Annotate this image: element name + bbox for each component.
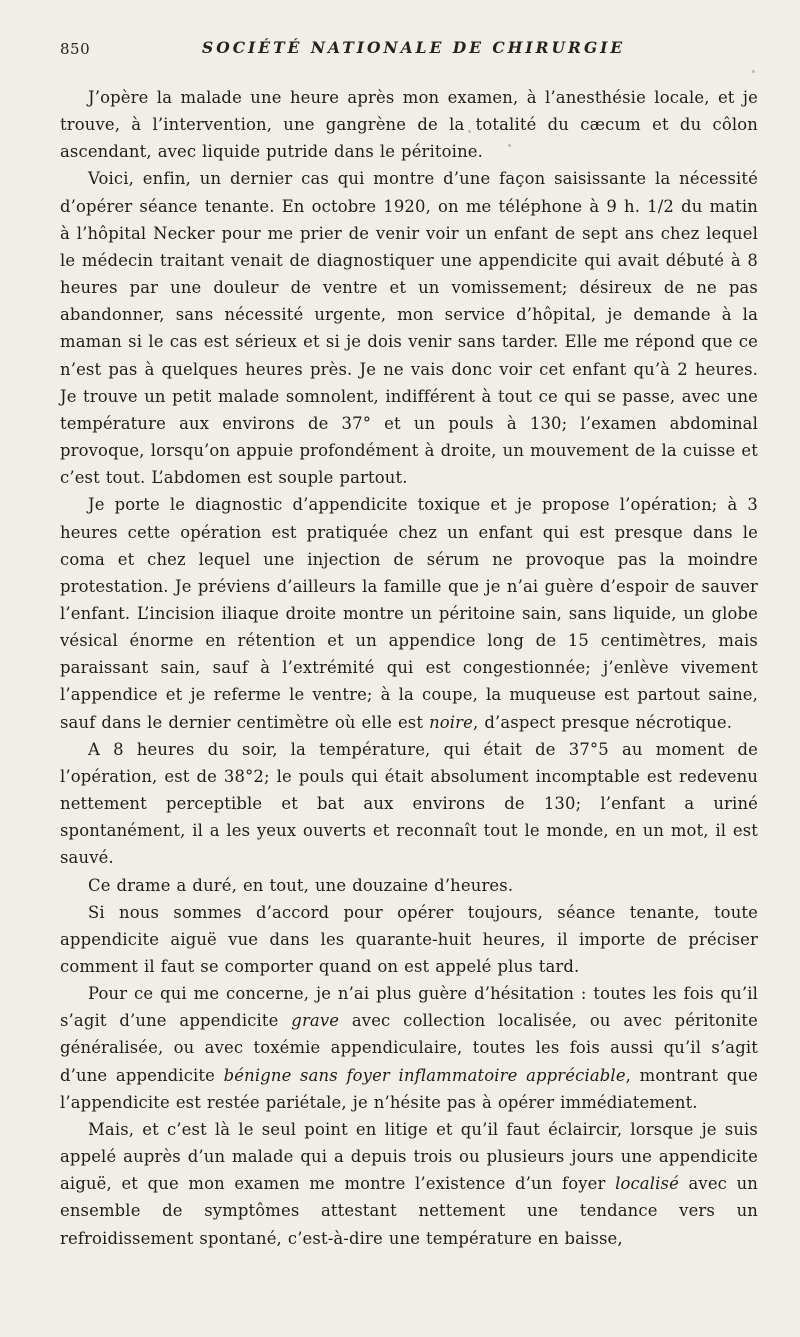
paragraph <box>60 736 758 872</box>
italic-text: localisé <box>615 1174 679 1194</box>
running-title: SOCIÉTÉ NATIONALE DE CHIRURGIE <box>202 38 626 57</box>
paragraph <box>60 980 758 1116</box>
text-run: Voici, enfin, un dernier cas qui montre d’une façon saisissante la nécessité d’opérer séance tenante. En octobre 1920, on me téléphone à 9 h. 1/2 du matin à l’hôpital Necker pour me prier de venir voir un enfant de sept ans chez lequel le médecin traitant venait de diagnostiquer une appendicite qui avait débuté à 8 heures par une douleur de ventre et un vomissement; désireux de ne pas abandonner, sans nécessité urgente, mon service d’hôpital, je demande à la maman si le cas est sérieux et si je dois venir sans tarder. Elle me répond que ce n’est pas à quelques heures près. Je ne vais donc voir cet enfant qu’à 2 heures. Je trouve un petit malade somnolent, indifférent à tout ce qui se passe, avec une température aux environs de 37° et un pouls à 130; l’examen abdominal provoque, lorsqu’on appuie profondément à droite, un mouvement de la cuisse et c’est tout. L’abdomen est souple partout. <box>60 169 758 488</box>
text-run: A 8 heures du soir, la température, qui était de 37°5 au moment de l’opération, est de 38°2; le pouls qui était absolument incomptable est redevenu nettement perceptible et bat aux environs de 130; l’enfant a uriné spontanément, il a les yeux ouverts et reconnaît tout le monde, en un mot, il est sauvé. <box>60 739 758 868</box>
paper-speck <box>508 144 511 147</box>
italic-text: bénigne sans foyer inflammatoire appréciable <box>223 1065 626 1085</box>
paragraph <box>60 491 758 735</box>
text-run: Je porte le diagnostic d’appendicite toxique et je propose l’opération; à 3 heures cette opération est pratiquée chez un enfant qui est presque dans le coma et chez lequel une injection de sérum ne provoque pas la moindre protestation. Je préviens d’ailleurs la famille que je n’ai guère d’espoir de sauver l’enfant. L’incision iliaque droite montre un péritoine sain, sans liquide, un globe vésical énorme en rétention et un appendice long de 15 centimètres, mais paraissant sain, sauf à l’extrémité qui est congestionnée; j’enlève vivement l’appendice et je referme le ventre; à la coupe, la muqueuse est partout saine, sauf dans le dernier centimètre où elle est <box>60 495 758 732</box>
italic-text: grave <box>291 1011 340 1031</box>
text-run: J’opère la malade une heure après mon examen, à l’anesthésie locale, et je trouve, à l’intervention, une gangrène de la totalité du cæcum et du côlon ascendant, avec liquide putride dans le péritoine. <box>60 88 758 162</box>
text-run: , d’aspect presque nécrotique. <box>473 712 733 732</box>
page-header <box>60 36 750 64</box>
body-text <box>60 84 758 1252</box>
text-run: Ce drame a duré, en tout, une douzaine d’heures. <box>88 875 514 895</box>
paragraph <box>60 165 758 491</box>
paper-speck <box>752 70 755 73</box>
text-run: , montrant que l’appendicite est restée pariétale, je n’hésite pas à opérer immédiatement. <box>60 1065 758 1112</box>
text-run: Si nous sommes d’accord pour opérer toujours, séance tenante, toute appendicite aiguë vue dans les quarante-huit heures, il importe de préciser comment il faut se comporter quand on est appelé plus tard. <box>60 902 758 976</box>
paragraph <box>60 84 758 165</box>
paragraph <box>60 1116 758 1252</box>
text-run: Pour ce qui me concerne, je n’ai plus guère d’hésitation : toutes les fois qu’il s’agit d’une appendicite <box>60 984 758 1031</box>
page-number: 850 <box>60 40 91 58</box>
paragraph <box>60 899 758 980</box>
paper-speck <box>468 130 471 133</box>
paragraph <box>60 872 758 899</box>
text-run: avec collection localisée, ou avec péritonite généralisée, ou avec toxémie appendiculaire, toutes les fois aussi qu’il s’agit d’une appendicite <box>60 1011 758 1085</box>
text-run: Mais, et c’est là le seul point en litige et qu’il faut éclaircir, lorsque je suis appelé auprès d’un malade qui a depuis trois ou plusieurs jours une appendicite aiguë, et que mon examen me montre l’existence d’un foyer <box>60 1119 758 1194</box>
italic-text: noire <box>429 712 474 732</box>
text-run: avec un ensemble de symptômes attestant nettement une tendance vers un refroidissement spontané, c’est-à-dire une température en baisse, <box>60 1174 758 1248</box>
